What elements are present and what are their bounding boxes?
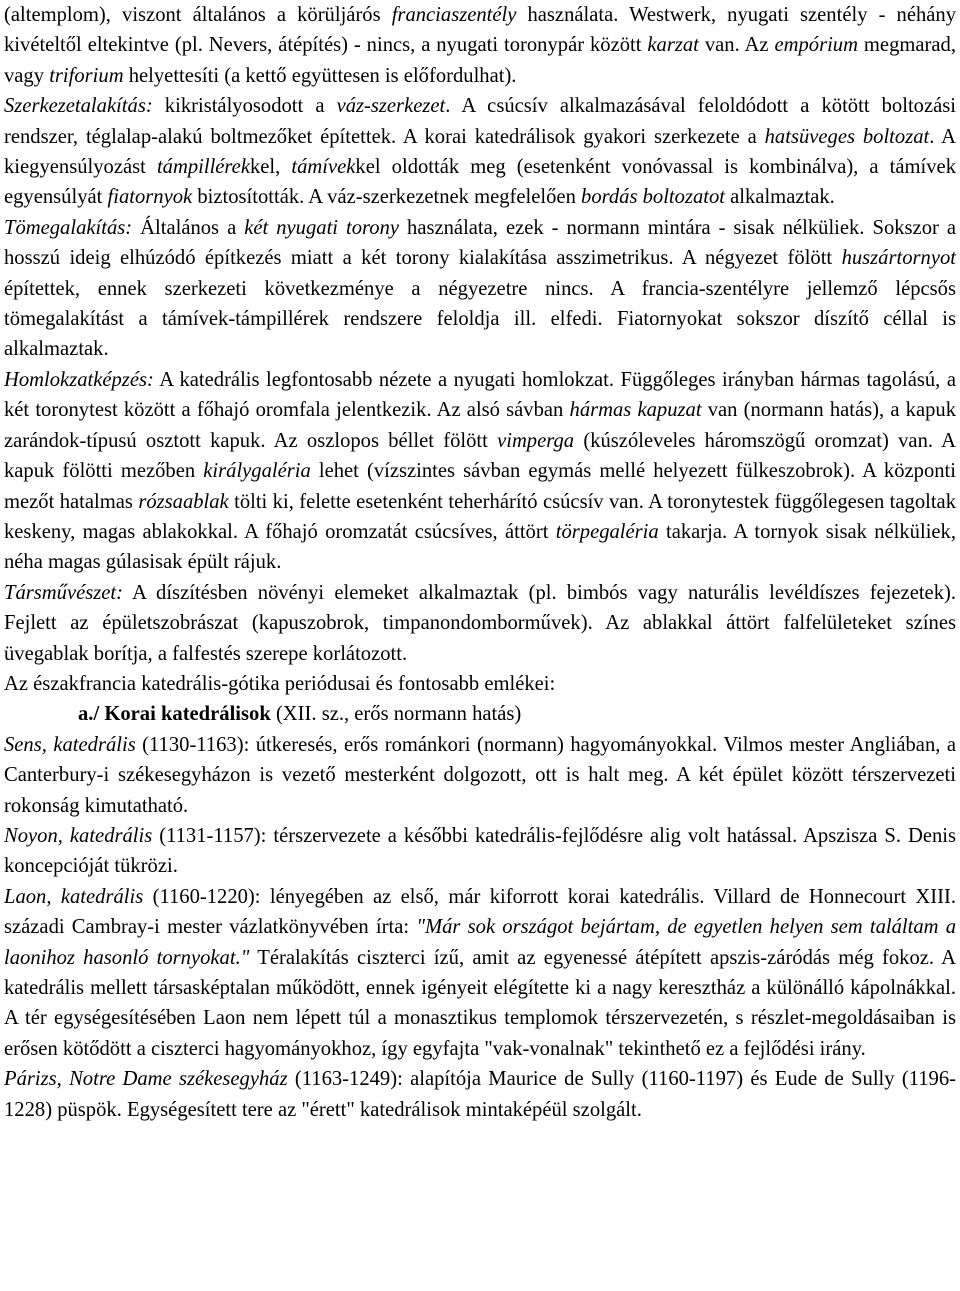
italic-term: huszártornyot [841, 247, 956, 270]
italic-term: "Már sok országot bejártam, de egyetlen helyen sem találtam a laonihoz hasonló tornyokat." [4, 916, 957, 969]
text-run: . A kiegyensúlyozást [4, 125, 956, 179]
text-run: (1131-1157): térszervezete a későbbi katedrális-fejlődésre alig volt hatással. Apszisza S. Denis koncepcióját tükrözi. [4, 824, 956, 878]
italic-term: Laon, katedrális [4, 885, 144, 908]
text-run: biztosították. A váz-szerkezetnek megfelelően [192, 186, 582, 209]
text-run: helyettesíti (a kettő együttesen is előfordulhat). [123, 64, 517, 87]
italic-term: hármas kapuzat [569, 399, 702, 422]
text-run: Általános a [132, 216, 245, 239]
italic-term: Párizs, Notre Dame székesegyház [4, 1068, 288, 1091]
paragraph-periodusok [4, 669, 956, 699]
italic-term: karzat [647, 34, 699, 57]
paragraph-tarsmuveszet [4, 578, 956, 669]
paragraph-noyon [4, 821, 956, 882]
italic-term: Homlokzatképzés: [4, 368, 154, 391]
text-run: A katedrális legfontosabb nézete a nyugati homlokzat. Függőleges irányban hármas tagolású, a két toronytest között a főhajó oromfala jelentkezik. Az alsó sávban [4, 368, 956, 422]
text-run: kikristályosodott a [152, 95, 337, 118]
italic-term: Sens, katedrális [4, 733, 136, 756]
text-run: építettek, ennek szerkezeti következménye a négyezetre nincs. A francia-szentélyre jellemző lépcsős tömegalakítást a támívek-támpillérek rendszere feloldja ill. elfedi. Fiatornyokat sokszor díszítő céllal is alkalmaztak. [4, 277, 956, 361]
text-run: (XII. sz., erős normann hatás) [270, 703, 522, 726]
italic-term: váz-szerkezet [336, 95, 446, 118]
text-run: (1160-1220): lényegében az első, már kiforrott korai katedrális. Villard de Honnecourt XIII. századi Cambray-i mester vázlatkönyvében írta: [4, 885, 956, 939]
italic-term: királygaléria [203, 460, 311, 483]
text-run: (kúszóleveles háromszögű oromzat) van. A kapuk fölötti mezőben [4, 429, 956, 483]
italic-term: rózsaablak [138, 490, 229, 513]
text-run: megmarad, vagy [4, 34, 956, 87]
text-run: van. Az [698, 34, 775, 57]
text-run: kel oldották meg (esetenként vonóvassal is kombinálva), a támívek egyensúlyát [4, 156, 956, 209]
bold-heading: a./ Korai katedrálisok [78, 703, 271, 726]
text-run: alkalmaztak. [725, 186, 835, 209]
text-run: (1130-1163): útkeresés, erős románkori (normann) hagyományokkal. Vilmos mester Angliában, a Canterbury-i székesegyházon is vezető mesterként dolgozott, ott is halt meg. A két épület között térszervezeti rokonság kimutatható. [4, 733, 956, 817]
italic-term: Társművészet: [4, 581, 123, 604]
text-run: . A csúcsív alkalmazásával feloldódott a kötött boltozási rendszer, téglalap-alakú boltmezőket építettek. A korai katedrálisok gyakori szerkezete a [4, 95, 956, 148]
text-run: (altemplom), viszont általános a körüljárós [4, 4, 392, 26]
italic-term: Szerkezetalakítás: [4, 95, 153, 118]
italic-term: támívek [291, 156, 356, 179]
italic-term: törpegaléria [555, 520, 659, 543]
paragraph-sens [4, 730, 956, 821]
paragraph-intro-continued [4, 0, 956, 91]
text-run: tölti ki, felette esetenként teherhárító csúcsív van. A toronytestek függőlegesen tagoltak keskeny, magas ablakokkal. A főhajó oromzatát csúcsíves, áttört [4, 490, 956, 543]
text-run: van (normann hatás), a kapuk zarándok-típusú osztott kapuk. Az oszlopos béllet fölött [4, 399, 956, 452]
italic-term: bordás boltozatot [581, 186, 726, 209]
paragraph-parizs [4, 1064, 956, 1125]
text-run: (1163-1249): alapítója Maurice de Sully (1160-1197) és Eude de Sully (1196-1228) püspök. Egységesített tere az "érett" katedrálisok mintaképéül szolgált. [4, 1068, 956, 1121]
italic-term: Noyon, katedrális [4, 824, 153, 847]
text-run: Téralakítás ciszterci ízű, amit az egyenessé átépített apszis-záródás még fokoz. A katedrális mellett társasképtalan működött, ennek igényeit elégítette ki a nagy keresztház a különálló kápolnákkal. A tér egységesítésében Laon nem lépett túl a monasztikus templomok térszervezetén, s részlet-megoldásaiban is erősen kötődött a ciszterci hagyományokhoz, így egyfajta "vak-vonalnak" tekinthető ez a fejlődési irány. [4, 946, 957, 1060]
italic-term: Tömegalakítás: [4, 216, 133, 239]
paragraph-laon [4, 882, 956, 1064]
text-run: használata. Westwerk, nyugati szentély - néhány kivételtől eltekintve (pl. Nevers, átépítés) - nincs, a nyugati toronypár között [4, 4, 956, 57]
italic-term: franciaszentély [391, 4, 517, 26]
paragraph-homlokzatkepzes [4, 365, 956, 578]
text-run: lehet (vízszintes sávban egymás mellé helyezett fülkeszobrok). A központi mezőt hatalmas [4, 460, 956, 513]
subheading-korai-katedralisok [4, 699, 956, 729]
italic-term: vimperga [497, 429, 575, 452]
paragraph-tomegalakitas [4, 213, 956, 365]
text-run: A díszítésben növényi elemeket alkalmaztak (pl. bimbós vagy naturális levéldíszes fejezetek). Fejlett az épületszobrászat (kapuszobrok, timpanondomborművek). Az ablakkal áttört falfelületeket színes üvegablak borítja, a falfestés szerepe korlátozott. [4, 581, 956, 665]
text-run: Az északfrancia katedrális-gótika periódusai és fontosabb emlékei: [4, 672, 556, 695]
italic-term: hatsüveges boltozat [764, 125, 930, 148]
italic-term: két nyugati torony [244, 216, 400, 239]
text-run: kel, [249, 156, 292, 179]
text-run: takarja. A tornyok sisak nélküliek, néha magas gúlasisak épült rájuk. [4, 520, 956, 574]
italic-term: fiatornyok [107, 186, 193, 209]
italic-term: támpillérek [156, 156, 250, 179]
italic-term: empórium [774, 34, 858, 57]
paragraph-szerkezetalakitas [4, 91, 956, 213]
text-run: használata, ezek - normann mintára - sisak nélküliek. Sokszor a hosszú ideig elhúzódó építkezés miatt a két torony kialakítása asszimetrikus. A négyezet fölött [4, 216, 957, 270]
italic-term: triforium [49, 64, 124, 87]
